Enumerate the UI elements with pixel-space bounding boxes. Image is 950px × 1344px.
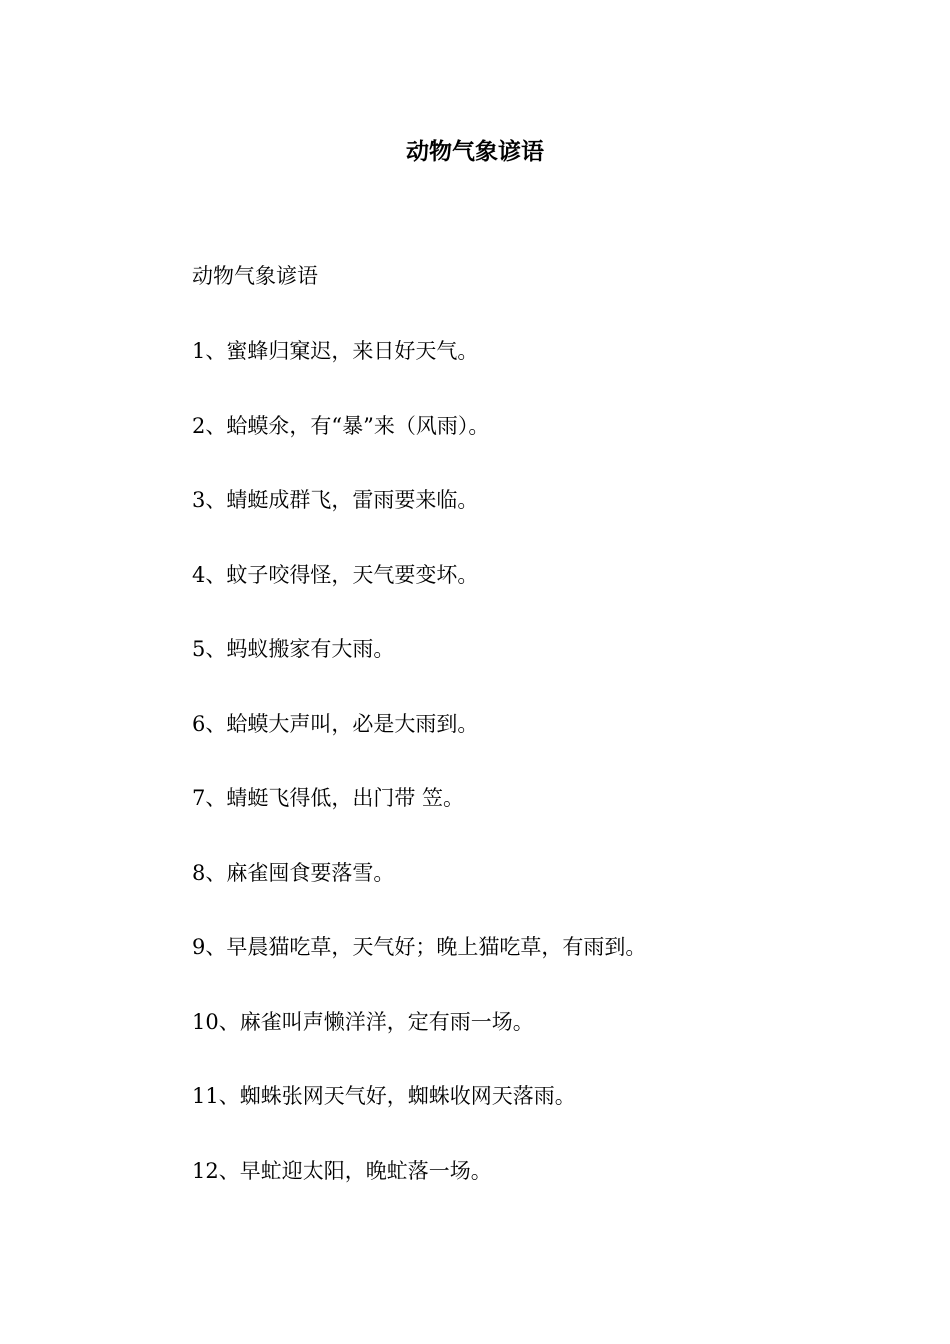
list-item: 5、蚂蚁搬家有大雨。 [192, 637, 395, 661]
list-item: 6、蛤蟆大声叫，必是大雨到。 [192, 711, 479, 736]
list-item: 2、蛤蟆氽，有“暴”来（风雨）。 [192, 413, 490, 438]
list-item: 3、蜻蜓成群飞，雷雨要来临。 [192, 488, 479, 512]
list-item: 10、麻雀叫声懒洋洋，定有雨一场。 [192, 1009, 534, 1034]
list-item: 4、蚊子咬得怪，天气要变坏。 [192, 562, 479, 587]
page-title: 动物气象谚语 [406, 138, 544, 165]
list-item: 7、蜻蜓飞得低，出门带 笠。 [192, 786, 465, 810]
list-item: 12、早虻迎太阳，晚虻落一场。 [192, 1158, 492, 1183]
proverb-list [192, 333, 892, 1227]
list-item: 11、蜘蛛张网天气好，蜘蛛收网天落雨。 [192, 1084, 576, 1108]
list-item: 9、早晨猫吃草，天气好；晚上猫吃草，有雨到。 [192, 935, 647, 959]
list-item: 1、蜜蜂归窠迟，来日好天气。 [192, 339, 479, 363]
list-item: 8、麻雀囤食要落雪。 [192, 860, 395, 885]
section-heading: 动物气象谚语 [192, 264, 318, 288]
